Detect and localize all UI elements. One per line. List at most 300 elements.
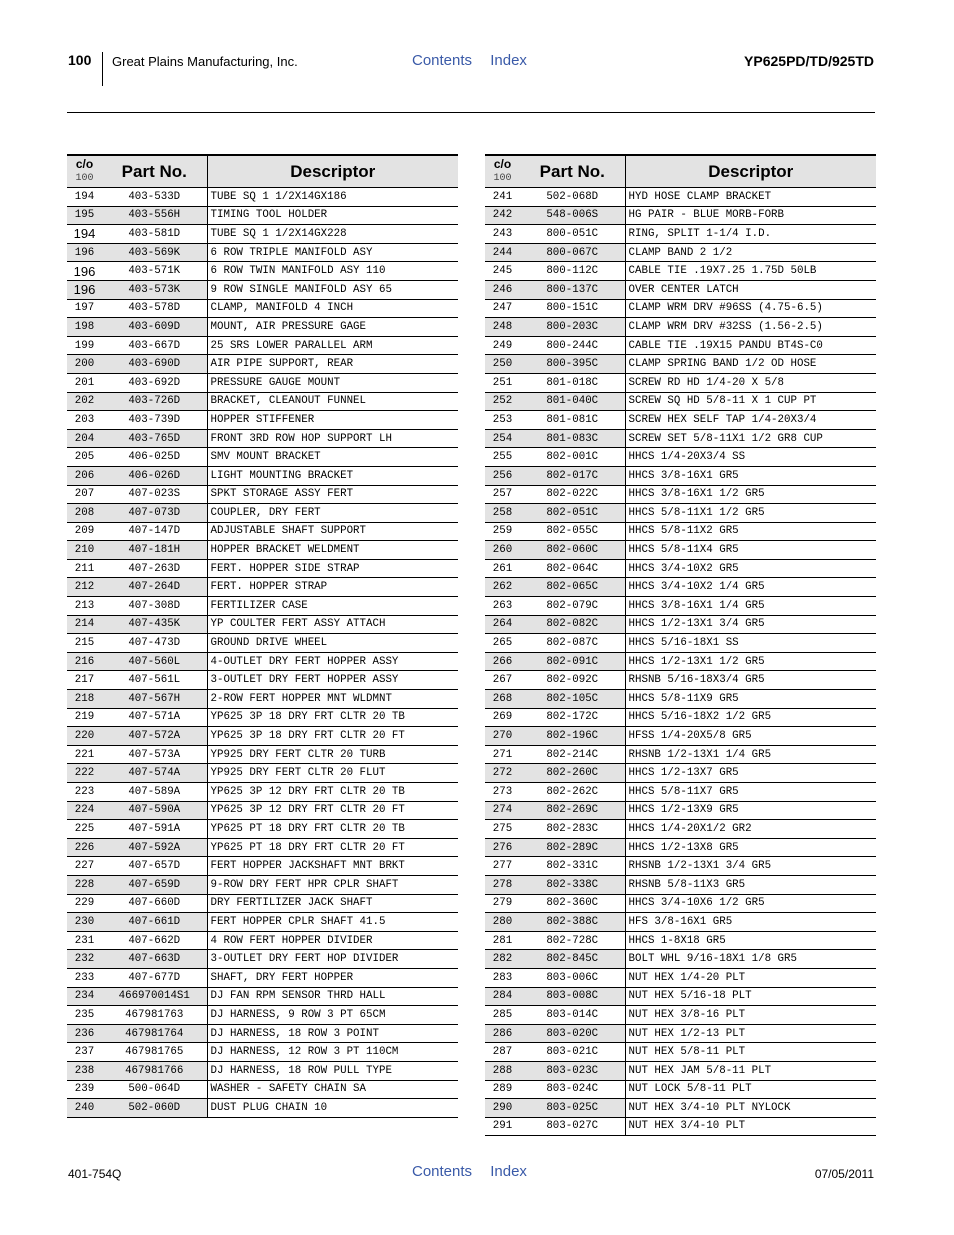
company-name: Great Plains Manufacturing, Inc. [112, 54, 298, 69]
co-number: 208 [67, 504, 102, 523]
part-descriptor: ADJUSTABLE SHAFT SUPPORT [207, 522, 458, 541]
part-number: 403-571K [102, 262, 207, 281]
part-number: 802-064C [520, 559, 625, 578]
co-number: 222 [67, 764, 102, 783]
table-row [485, 652, 876, 671]
part-descriptor: BOLT WHL 9/16-18X1 1/8 GR5 [625, 950, 876, 969]
table-row [485, 597, 876, 616]
part-number: 800-203C [520, 318, 625, 337]
co-number: 253 [485, 411, 520, 430]
table-row [67, 318, 458, 337]
part-number: 403-765D [102, 429, 207, 448]
co-number: 223 [67, 783, 102, 802]
table-row [67, 225, 458, 244]
part-descriptor: HHCS 5/8-11X1 1/2 GR5 [625, 504, 876, 523]
table-row [67, 1099, 458, 1118]
part-number: 467981764 [102, 1024, 207, 1043]
co-number: 202 [67, 392, 102, 411]
co-number: 290 [485, 1099, 520, 1118]
part-number: 800-244C [520, 336, 625, 355]
co-number: 242 [485, 206, 520, 225]
part-number: 800-137C [520, 280, 625, 299]
part-number: 406-025D [102, 448, 207, 467]
part-number: 802-196C [520, 727, 625, 746]
table-row [67, 783, 458, 802]
co-number: 232 [67, 950, 102, 969]
part-number: 407-591A [102, 820, 207, 839]
table-row [485, 1080, 876, 1099]
part-descriptor: 4 ROW FERT HOPPER DIVIDER [207, 931, 458, 950]
part-number: 407-181H [102, 541, 207, 560]
part-number: 802-105C [520, 690, 625, 709]
co-number: 269 [485, 708, 520, 727]
part-descriptor: HHCS 5/16-18X2 1/2 GR5 [625, 708, 876, 727]
part-number: 403-609D [102, 318, 207, 337]
co-number: 220 [67, 727, 102, 746]
part-descriptor: NUT HEX 3/4-10 PLT [625, 1117, 876, 1136]
part-number: 407-663D [102, 950, 207, 969]
part-number: 801-040C [520, 392, 625, 411]
part-descriptor: HFSS 1/4-20X5/8 GR5 [625, 727, 876, 746]
part-descriptor: YP625 3P 12 DRY FRT CLTR 20 FT [207, 801, 458, 820]
part-descriptor: HHCS 1/4-20X1/2 GR2 [625, 820, 876, 839]
table-row [485, 913, 876, 932]
part-descriptor: HHCS 3/8-16X1 1/2 GR5 [625, 485, 876, 504]
part-descriptor: YP625 3P 18 DRY FRT CLTR 20 FT [207, 727, 458, 746]
part-descriptor: HHCS 3/4-10X2 GR5 [625, 559, 876, 578]
part-number: 803-006C [520, 968, 625, 987]
part-number: 802-262C [520, 783, 625, 802]
co-header: c/o 100 [67, 155, 102, 188]
table-row [67, 671, 458, 690]
table-row [485, 355, 876, 374]
part-number: 502-060D [102, 1099, 207, 1118]
co-number: 231 [67, 931, 102, 950]
co-number: 240 [67, 1099, 102, 1118]
co-number: 248 [485, 318, 520, 337]
part-descriptor: HHCS 3/4-10X6 1/2 GR5 [625, 894, 876, 913]
co-number: 249 [485, 336, 520, 355]
co-number: 235 [67, 1006, 102, 1025]
part-descriptor: YP625 PT 18 DRY FRT CLTR 20 TB [207, 820, 458, 839]
table-row [485, 950, 876, 969]
part-descriptor: CABLE TIE .19X7.25 1.75D 50LB [625, 262, 876, 281]
co-number: 237 [67, 1043, 102, 1062]
part-number: 802-283C [520, 820, 625, 839]
co-number: 200 [67, 355, 102, 374]
part-number: 407-590A [102, 801, 207, 820]
contents-link[interactable]: Contents [412, 52, 473, 69]
table-row [485, 820, 876, 839]
co-number: 199 [67, 336, 102, 355]
co-number: 203 [67, 411, 102, 430]
co-number: 194 [67, 188, 102, 207]
co-number: 273 [485, 783, 520, 802]
part-descriptor: RING, SPLIT 1-1/4 I.D. [625, 225, 876, 244]
part-descriptor: SMV MOUNT BRACKET [207, 448, 458, 467]
part-number: 802-172C [520, 708, 625, 727]
co-number: 210 [67, 541, 102, 560]
part-descriptor: 3-OUTLET DRY FERT HOPPER ASSY [207, 671, 458, 690]
table-row [67, 1006, 458, 1025]
co-number: 285 [485, 1006, 520, 1025]
table-row [67, 652, 458, 671]
co-number: 274 [485, 801, 520, 820]
co-number: 196 [67, 262, 102, 281]
co-number: 226 [67, 838, 102, 857]
page-number: 100 [68, 52, 92, 68]
table-row [485, 690, 876, 709]
table-row [485, 708, 876, 727]
part-number: 407-073D [102, 504, 207, 523]
part-number: 802-289C [520, 838, 625, 857]
table-row [485, 987, 876, 1006]
part-number: 407-023S [102, 485, 207, 504]
part-descriptor: FERTILIZER CASE [207, 597, 458, 616]
table-row [67, 188, 458, 207]
co-number: 209 [67, 522, 102, 541]
co-header: c/o 100 [485, 155, 520, 188]
table-header-row [485, 155, 876, 188]
table-row [485, 373, 876, 392]
table-row [67, 745, 458, 764]
table-row [485, 243, 876, 262]
part-descriptor: HOPPER STIFFENER [207, 411, 458, 430]
table-row [485, 206, 876, 225]
co-number: 284 [485, 987, 520, 1006]
part-descriptor: PRESSURE GAUGE MOUNT [207, 373, 458, 392]
table-row [485, 1061, 876, 1080]
part-number: 467981766 [102, 1061, 207, 1080]
co-number: 272 [485, 764, 520, 783]
index-link[interactable]: Index [490, 1163, 527, 1180]
co-number: 259 [485, 522, 520, 541]
header-rule [67, 112, 875, 113]
part-number: 407-567H [102, 690, 207, 709]
table-row [485, 764, 876, 783]
table-row [67, 578, 458, 597]
table-row [67, 355, 458, 374]
part-descriptor: DRY FERTILIZER JACK SHAFT [207, 894, 458, 913]
part-descriptor: 9 ROW SINGLE MANIFOLD ASY 65 [207, 280, 458, 299]
co-number: 251 [485, 373, 520, 392]
table-row [67, 262, 458, 281]
table-row [67, 466, 458, 485]
co-number: 258 [485, 504, 520, 523]
table-row [485, 838, 876, 857]
co-number: 230 [67, 913, 102, 932]
part-number: 803-023C [520, 1061, 625, 1080]
part-descriptor: RHSNB 5/8-11X3 GR5 [625, 875, 876, 894]
part-descriptor: SCREW SQ HD 5/8-11 X 1 CUP PT [625, 392, 876, 411]
part-number: 802-269C [520, 801, 625, 820]
part-number: 407-592A [102, 838, 207, 857]
co-number: 271 [485, 745, 520, 764]
part-descriptor: 6 ROW TRIPLE MANIFOLD ASY [207, 243, 458, 262]
part-descriptor: SCREW SET 5/8-11X1 1/2 GR8 CUP [625, 429, 876, 448]
co-number: 243 [485, 225, 520, 244]
co-number: 213 [67, 597, 102, 616]
part-number: 403-578D [102, 299, 207, 318]
footer-date: 07/05/2011 [814, 1167, 874, 1181]
part-descriptor: HHCS 3/8-16X1 GR5 [625, 466, 876, 485]
part-descriptor: SCREW RD HD 1/4-20 X 5/8 [625, 373, 876, 392]
part-number: 800-067C [520, 243, 625, 262]
part-descriptor: DUST PLUG CHAIN 10 [207, 1099, 458, 1118]
part-descriptor: HYD HOSE CLAMP BRACKET [625, 188, 876, 207]
co-number: 224 [67, 801, 102, 820]
table-row [485, 188, 876, 207]
part-number: 403-573K [102, 280, 207, 299]
table-row [67, 950, 458, 969]
part-descriptor: HHCS 5/8-11X9 GR5 [625, 690, 876, 709]
part-number: 403-569K [102, 243, 207, 262]
part-descriptor: MOUNT, AIR PRESSURE GAGE [207, 318, 458, 337]
co-number: 286 [485, 1024, 520, 1043]
part-number: 407-659D [102, 875, 207, 894]
co-number: 247 [485, 299, 520, 318]
table-row [485, 1024, 876, 1043]
part-descriptor: HHCS 5/8-11X7 GR5 [625, 783, 876, 802]
table-row [67, 913, 458, 932]
part-descriptor: 25 SRS LOWER PARALLEL ARM [207, 336, 458, 355]
part-descriptor: FRONT 3RD ROW HOP SUPPORT LH [207, 429, 458, 448]
part-descriptor: SPKT STORAGE ASSY FERT [207, 485, 458, 504]
part-descriptor: HHCS 1/2-13X7 GR5 [625, 764, 876, 783]
part-number: 407-435K [102, 615, 207, 634]
part-descriptor: 9-ROW DRY FERT HPR CPLR SHAFT [207, 875, 458, 894]
part-number: 802-079C [520, 597, 625, 616]
co-number: 256 [485, 466, 520, 485]
part-descriptor: 6 ROW TWIN MANIFOLD ASY 110 [207, 262, 458, 281]
co-number: 229 [67, 894, 102, 913]
part-number: 407-561L [102, 671, 207, 690]
part-number: 802-082C [520, 615, 625, 634]
table-row [67, 764, 458, 783]
part-number: 802-728C [520, 931, 625, 950]
part-number: 467981763 [102, 1006, 207, 1025]
part-number: 802-087C [520, 634, 625, 653]
contents-link[interactable]: Contents [412, 1163, 473, 1180]
model-title: YP625PD/TD/925TD [744, 53, 874, 69]
co-number: 216 [67, 652, 102, 671]
part-number: 803-025C [520, 1099, 625, 1118]
part-descriptor: HFS 3/8-16X1 GR5 [625, 913, 876, 932]
part-descriptor: WASHER - SAFETY CHAIN SA [207, 1080, 458, 1099]
table-row [485, 1099, 876, 1118]
co-number: 275 [485, 820, 520, 839]
table-row [67, 243, 458, 262]
co-number: 265 [485, 634, 520, 653]
table-row [485, 968, 876, 987]
part-number: 802-017C [520, 466, 625, 485]
table-row [67, 1061, 458, 1080]
part-no-header: Part No. [520, 155, 625, 188]
table-row [485, 280, 876, 299]
table-row [67, 931, 458, 950]
table-row [67, 429, 458, 448]
co-number: 261 [485, 559, 520, 578]
co-number: 205 [67, 448, 102, 467]
co-number: 281 [485, 931, 520, 950]
part-number: 800-051C [520, 225, 625, 244]
co-number: 246 [485, 280, 520, 299]
co-number: 217 [67, 671, 102, 690]
table-row [67, 206, 458, 225]
table-row [485, 411, 876, 430]
co-number: 221 [67, 745, 102, 764]
part-number: 803-008C [520, 987, 625, 1006]
part-descriptor: CLAMP WRM DRV #96SS (4.75-6.5) [625, 299, 876, 318]
part-descriptor: YP625 3P 12 DRY FRT CLTR 20 TB [207, 783, 458, 802]
co-number: 234 [67, 987, 102, 1006]
part-number: 502-068D [520, 188, 625, 207]
co-number: 257 [485, 485, 520, 504]
table-row [485, 875, 876, 894]
part-descriptor: RHSNB 1/2-13X1 1/4 GR5 [625, 745, 876, 764]
part-descriptor: NUT LOCK 5/8-11 PLT [625, 1080, 876, 1099]
part-number: 407-589A [102, 783, 207, 802]
part-descriptor: CLAMP BAND 2 1/2 [625, 243, 876, 262]
co-number: 198 [67, 318, 102, 337]
part-number: 800-395C [520, 355, 625, 374]
part-number: 800-151C [520, 299, 625, 318]
co-number: 245 [485, 262, 520, 281]
table-row [67, 373, 458, 392]
part-number: 407-573A [102, 745, 207, 764]
co-number: 277 [485, 857, 520, 876]
table-row [67, 690, 458, 709]
co-number: 262 [485, 578, 520, 597]
part-descriptor: YP925 DRY FERT CLTR 20 TURB [207, 745, 458, 764]
part-number: 803-020C [520, 1024, 625, 1043]
part-number: 407-263D [102, 559, 207, 578]
descriptor-header: Descriptor [207, 155, 458, 188]
co-number: 206 [67, 466, 102, 485]
table-row [67, 875, 458, 894]
table-row [485, 634, 876, 653]
part-descriptor: CLAMP WRM DRV #32SS (1.56-2.5) [625, 318, 876, 337]
co-number: 254 [485, 429, 520, 448]
part-descriptor: NUT HEX 1/4-20 PLT [625, 968, 876, 987]
part-number: 407-473D [102, 634, 207, 653]
table-row [485, 801, 876, 820]
part-descriptor: HHCS 5/8-11X2 GR5 [625, 522, 876, 541]
part-number: 802-214C [520, 745, 625, 764]
table-row [485, 466, 876, 485]
co-number: 280 [485, 913, 520, 932]
part-descriptor: YP625 PT 18 DRY FRT CLTR 20 FT [207, 838, 458, 857]
part-number: 802-092C [520, 671, 625, 690]
table-row [67, 968, 458, 987]
header-divider [102, 52, 103, 86]
part-number: 403-690D [102, 355, 207, 374]
co-number: 218 [67, 690, 102, 709]
table-row [67, 1024, 458, 1043]
table-row [67, 820, 458, 839]
part-descriptor: BRACKET, CLEANOUT FUNNEL [207, 392, 458, 411]
table-row [67, 801, 458, 820]
table-row [485, 522, 876, 541]
part-number: 407-661D [102, 913, 207, 932]
table-row [67, 894, 458, 913]
table-row [67, 727, 458, 746]
parts-table-left [67, 154, 458, 1118]
part-number: 407-560L [102, 652, 207, 671]
table-row [67, 392, 458, 411]
co-number: 264 [485, 615, 520, 634]
table-row [67, 336, 458, 355]
index-link[interactable]: Index [490, 52, 527, 69]
part-number: 407-662D [102, 931, 207, 950]
table-row [485, 1043, 876, 1062]
part-descriptor: DJ HARNESS, 18 ROW 3 POINT [207, 1024, 458, 1043]
part-descriptor: TUBE SQ 1 1/2X14GX186 [207, 188, 458, 207]
part-descriptor: TIMING TOOL HOLDER [207, 206, 458, 225]
part-number: 407-657D [102, 857, 207, 876]
co-number: 196 [67, 243, 102, 262]
table-row [67, 504, 458, 523]
co-number: 239 [67, 1080, 102, 1099]
part-no-header: Part No. [102, 155, 207, 188]
co-number: 207 [67, 485, 102, 504]
part-number: 802-060C [520, 541, 625, 560]
part-number: 407-574A [102, 764, 207, 783]
part-number: 403-556H [102, 206, 207, 225]
part-descriptor: DJ HARNESS, 9 ROW 3 PT 65CM [207, 1006, 458, 1025]
part-number: 803-024C [520, 1080, 625, 1099]
doc-code: 401-754Q [68, 1167, 122, 1181]
table-row [485, 783, 876, 802]
table-row [485, 857, 876, 876]
part-number: 403-739D [102, 411, 207, 430]
co-number: 276 [485, 838, 520, 857]
footer-nav [412, 1163, 541, 1180]
part-descriptor: GROUND DRIVE WHEEL [207, 634, 458, 653]
table-row [67, 541, 458, 560]
part-number: 802-388C [520, 913, 625, 932]
part-number: 466970014S1 [102, 987, 207, 1006]
table-row [485, 318, 876, 337]
table-row [67, 485, 458, 504]
co-number: 212 [67, 578, 102, 597]
part-number: 802-331C [520, 857, 625, 876]
table-row [485, 541, 876, 560]
co-number: 204 [67, 429, 102, 448]
co-number: 278 [485, 875, 520, 894]
part-descriptor: HHCS 1/2-13X1 3/4 GR5 [625, 615, 876, 634]
table-row [67, 1043, 458, 1062]
part-number: 802-022C [520, 485, 625, 504]
part-number: 803-014C [520, 1006, 625, 1025]
table-row [67, 411, 458, 430]
co-number: 227 [67, 857, 102, 876]
table-row [67, 1080, 458, 1099]
part-descriptor: COUPLER, DRY FERT [207, 504, 458, 523]
co-number: 282 [485, 950, 520, 969]
table-header-row [67, 155, 458, 188]
part-descriptor: DJ HARNESS, 12 ROW 3 PT 110CM [207, 1043, 458, 1062]
co-number: 197 [67, 299, 102, 318]
part-number: 407-677D [102, 968, 207, 987]
table-row [485, 615, 876, 634]
part-descriptor: RHSNB 5/16-18X3/4 GR5 [625, 671, 876, 690]
part-descriptor: OVER CENTER LATCH [625, 280, 876, 299]
part-descriptor: NUT HEX 3/8-16 PLT [625, 1006, 876, 1025]
part-descriptor: NUT HEX JAM 5/8-11 PLT [625, 1061, 876, 1080]
part-number: 407-571A [102, 708, 207, 727]
part-number: 800-112C [520, 262, 625, 281]
